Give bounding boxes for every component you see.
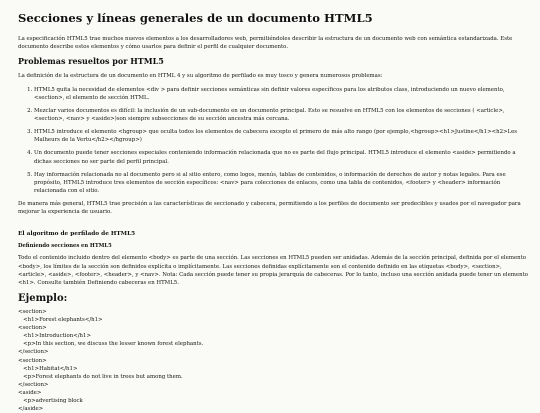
example-code: <section> <h1>Forest elephants</h1> <section> <h1>Introduction</h1> <p>In this section, we discuss the lesser known forest elephants. </section> <section> <h1>Habitat</h1> <p>Forest elephants do not live in trees but among them. </section> <aside> <p>advertising block </aside> <box>18 308 204 413</box>
problems-list <box>18 86 530 195</box>
problems-intro: La definición de la estructura de un documento en HTML 4 y su algoritmo de perfilado es muy tosco y genera numerosos problemas: <box>18 72 383 79</box>
algorithm-text: Todo el contenido incluido dentro del elemento <body> es parte de una sección. Las secciones en HTML5 pueden ser anidadas. Además de la sección principal, definida por el elemento <body>, los límites de la sección son definidos explícita o implícitamente. Las secciones definidas explícitamente son el contenido definido en las etiquetas <body>, <section>, <article>, <aside>, <footer>, <header>, y <nav>. Nota: Cada sección puede tener su propia jerarquía de cabeceras. Por lo tanto, incluso una sección anidada puede tener un elemento <h1>. Consulte también Definiendo cabeceras en HTML5. <box>18 255 528 286</box>
problems-summary: De manera más general, HTML5 trae precisión a las características de seccionado y cabecera, permitiendo a los perfiles de documento ser predecibles y usados por el navegador para mejorar la experiencia de usuario. <box>18 201 521 216</box>
intro-paragraph: La especificación HTML5 trae muchos nuevos elementos a los desarrolladores web, permitiéndoles describir la estructura de un documento web con semántica estandarizada. Este documento describe estos elementos y cómo usarlos para definir el perfil de cualquier documento. <box>18 35 513 51</box>
algorithm-heading: El algoritmo de perfilado de HTML5 <box>18 231 136 238</box>
example-heading: Ejemplo: <box>18 292 68 304</box>
list-item: 1. HTML5 quita la necesidad de elementos <div > para definir secciones semánticas sin definir valores específicos para los atributos class, introduciendo un nuevo elemento, <section>, el elemento de sección HTML. <box>34 86 530 102</box>
list-item: 4. Un documento puede tener secciones especiales conteniendo información relacionada que no es parte del flujo principal. HTML5 introduce el elemento <aside> permitiendo a dichas secciones no ser parte del perfil principal. <box>34 149 530 165</box>
list-item: 5. Hay información relacionada no al documento pero si al sitio entero, como logos, menús, tablas de contenidos, o información de derechos de autor y notas legales. Para ese propósito, HTML5 introduce tres elementos de sección específicos: <nav> para colecciones de enlaces, como una tabla de contenidos, <footer> y <header> información relacionada con el sitio. <box>34 171 530 195</box>
problems-heading: Problemas resueltos por HTML5 <box>18 56 164 67</box>
section-gap <box>18 222 530 231</box>
list-item: 3. HTML5 introduce el elemento <hgroup> que oculta todos los elementos de cabecera excepto el primero de más alto rango (por ejemplo,<hgroup><h1>Justine</h1><h2>Les Malheurs de la Vertu</h2></hgroup>) <box>34 128 530 144</box>
page-title: Secciones y líneas generales de un documento HTML5 <box>18 11 373 25</box>
algorithm-subheading: Definiendo secciones en HTML5 <box>18 243 112 250</box>
list-item: 2. Mezclar varios documentos es difícil: la inclusión de un sub-documento en un documento principal. Esto se resuelve en HTML5 con los elementos de secciones ( <article>, <section>, <nav> y <aside>)son siempre subsecciones de su sección ancestra más cercana. <box>34 107 530 123</box>
